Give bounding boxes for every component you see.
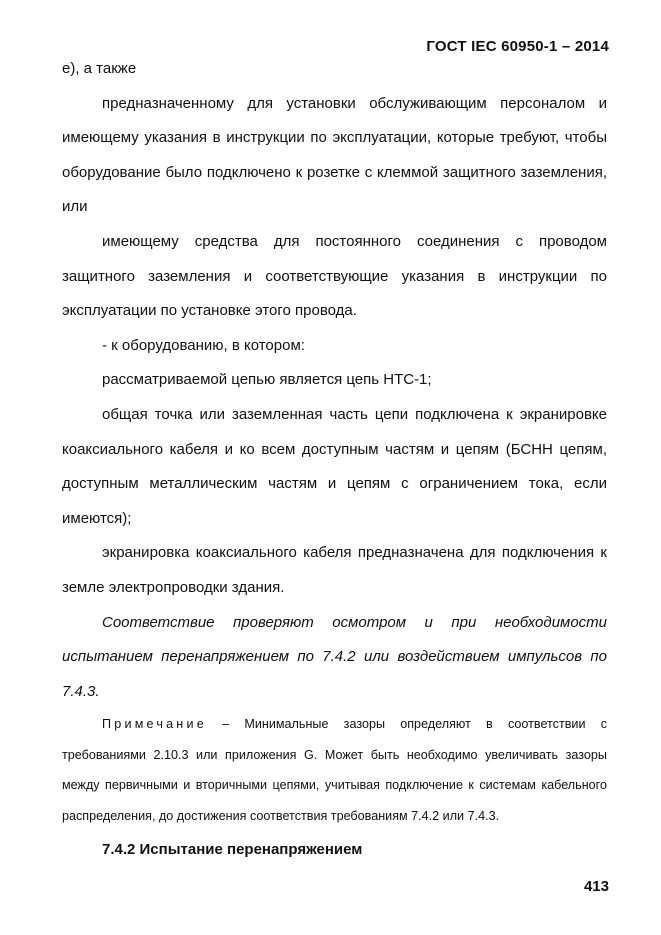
paragraph-permanent-connection: имеющему средства для постоянного соединения с проводом защитного заземления и соответствующие указания в инструкции по эксплуатации по установке этого провода. <box>62 232 607 320</box>
compliance-statement: Соответствие проверяют осмотром и при необходимости испытанием перенапряжением по 7.4.2 или воздействием импульсов по 7.4.3. <box>62 613 607 700</box>
note-label: Примечание <box>102 717 207 732</box>
document-body <box>62 52 607 868</box>
paragraph-installation-by-staff: предназначенному для установки обслуживающим персоналом и имеющему указания в инструкции по эксплуатации, которые требуют, чтобы оборудование было подключено к розетке с клеммой защитного заземления, или <box>62 94 607 216</box>
paragraph-tnv-circuit: рассматриваемой цепью является цепь НТС-1; <box>102 371 432 389</box>
paragraph-equipment-where: - к оборудованию, в котором: <box>102 336 305 354</box>
subsection-heading: 7.4.2 Испытание перенапряжением <box>102 841 363 859</box>
paragraph-cable-screen: экранировка коаксиального кабеля предназначена для подключения к земле электропроводки здания. <box>62 544 607 596</box>
paragraph-item-e: е), а также <box>62 60 137 77</box>
paragraph-common-point: общая точка или заземленная часть цепи подключена к экранировке коаксиального кабеля и ко всем доступным частям и цепям (БСНН цепям, доступным металлическим частям и цепям с ограничением тока, если имеются); <box>62 405 607 527</box>
note-text: – Минимальные зазоры определяют в соответствии с требованиями 2.10.3 или приложения G. Может быть необходимо увеличивать зазоры между первичными и вторичными цепями, учитывая подключение к системам кабельного распределения, до достижения соответствия требованиям 7.4.2 или 7.4.3. <box>62 717 608 823</box>
note-paragraph <box>62 709 607 831</box>
document-header: ГОСТ IEC 60950-1 – 2014 <box>426 38 609 55</box>
page-number: 413 <box>583 878 609 895</box>
